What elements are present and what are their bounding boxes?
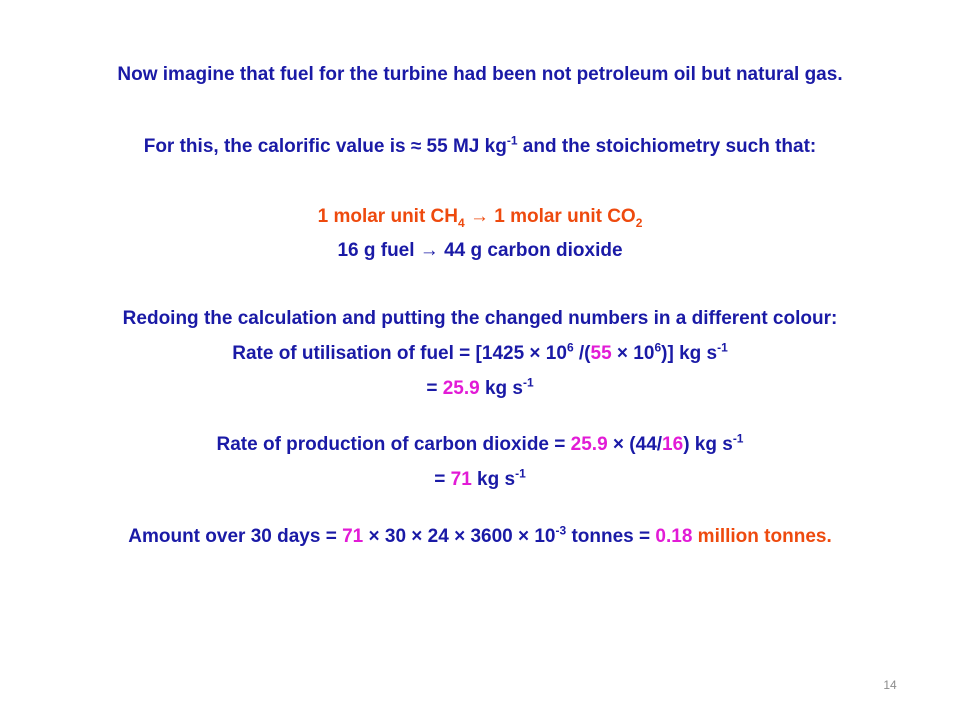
co2-subscript: 2 xyxy=(635,215,643,230)
rate-co2-result-exp: -1 xyxy=(515,466,526,481)
rate-co2-text-a: Rate of production of carbon dioxide = xyxy=(216,434,571,455)
rate-co2-result-a: = xyxy=(434,469,451,490)
calorific-value-sentence xyxy=(0,133,960,158)
changed-calorific-value: 55 xyxy=(590,343,612,364)
methane-subscript: 4 xyxy=(458,215,465,230)
amount-equation xyxy=(0,523,960,548)
rate-util-result-a: = xyxy=(426,378,443,399)
amount-text-a: Amount over 30 days = xyxy=(128,526,343,547)
changed-total-amount: 0.18 xyxy=(655,526,693,547)
calorific-exponent: -1 xyxy=(506,133,518,148)
stoich-text-b: → 1 molar unit CO xyxy=(464,206,636,227)
rate-util-text-a: Rate of utilisation of fuel = [1425 × 10 xyxy=(232,343,567,364)
rate-utilisation-equation xyxy=(0,340,960,365)
changed-molar-mass: 16 xyxy=(662,434,684,455)
amount-text-c: tonnes = xyxy=(566,526,656,547)
changed-co2-rate-2: 71 xyxy=(342,526,364,547)
stoichiometry-molar xyxy=(0,206,960,228)
changed-fuel-rate: 25.9 xyxy=(442,378,480,399)
changed-fuel-rate-2: 25.9 xyxy=(570,434,608,455)
rate-util-exp2: 6 xyxy=(654,340,662,355)
rate-util-exp1: 6 xyxy=(566,340,574,355)
rate-co2-text-b: × (44/ xyxy=(607,434,663,455)
rate-utilisation-result xyxy=(0,375,960,400)
rate-util-text-b: /( xyxy=(573,343,591,364)
rate-util-text-c: × 10 xyxy=(611,343,655,364)
rate-co2-result xyxy=(0,466,960,491)
rate-util-exp3: -1 xyxy=(717,340,728,355)
rate-util-result-exp: -1 xyxy=(523,375,534,390)
changed-co2-rate: 71 xyxy=(450,469,472,490)
rate-co2-text-c: ) kg s xyxy=(683,434,733,455)
calorific-text-a: For this, the calorific value is ≈ 55 MJ kg xyxy=(143,136,507,157)
stoich-text-a: 1 molar unit CH xyxy=(317,206,458,227)
rate-co2-result-b: kg s xyxy=(471,469,516,490)
amount-unit: million tonnes. xyxy=(692,526,832,547)
rate-util-result-b: kg s xyxy=(479,378,523,399)
slide-number: 14 xyxy=(883,678,897,692)
intro-sentence: Now imagine that fuel for the turbine had been not petroleum oil but natural gas. xyxy=(117,64,843,85)
calorific-text-b: and the stoichiometry such that: xyxy=(517,136,817,157)
rate-util-text-d: )] kg s xyxy=(661,343,718,364)
amount-text-b: × 30 × 24 × 3600 × 10 xyxy=(363,526,556,547)
amount-exp: -3 xyxy=(555,523,567,538)
rate-co2-equation xyxy=(0,431,960,456)
redo-sentence: Redoing the calculation and putting the changed numbers in a different colour: xyxy=(122,308,838,329)
stoichiometry-mass: 16 g fuel → 44 g carbon dioxide xyxy=(337,240,623,261)
rate-co2-exp: -1 xyxy=(732,431,744,446)
